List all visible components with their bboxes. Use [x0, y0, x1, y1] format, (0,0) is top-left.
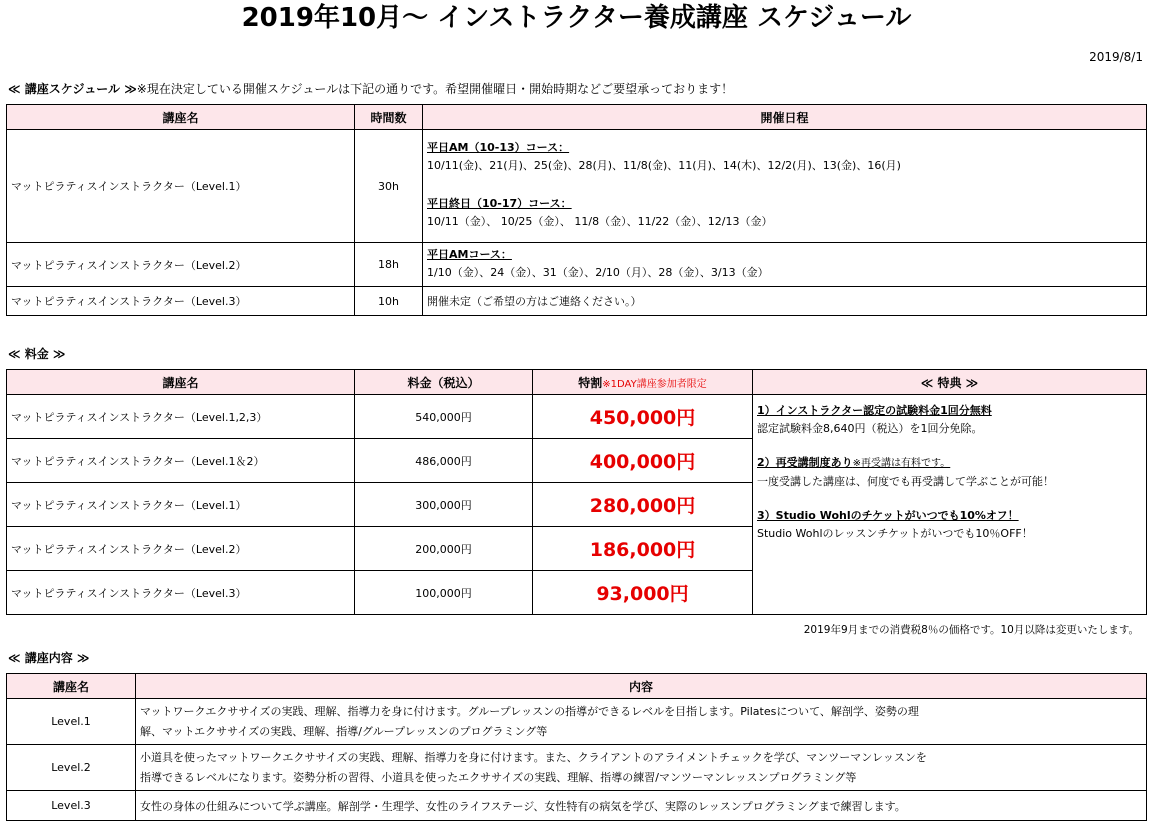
fees-row-price: 486,000円: [355, 439, 533, 483]
schedule-table: [6, 104, 1147, 316]
fees-header-benefits: ≪ 特典 ≫: [753, 370, 1147, 395]
course-dates: 10/11（金）、 10/25（金）、 11/8（金）、11/22（金）、12/13（金）: [427, 215, 773, 228]
fees-row-price: 200,000円: [355, 527, 533, 571]
schedule-header-row: [7, 105, 1147, 130]
fees-header-special: [533, 370, 753, 395]
course-title: 平日AMコース：: [427, 247, 512, 261]
content-line: 指導できるレベルになります。姿勢分析の習得、小道具を使ったエクササイズの実践、理解、指導の練習/マンツーマンレッスンプログラミング等: [140, 770, 857, 784]
schedule-section-note: ※現在決定している開催スケジュールは下記の通りです。希望開催曜日・開始時期などご要望承っております！: [136, 82, 734, 96]
schedule-section-label: [8, 80, 733, 97]
content-row: [7, 791, 1147, 821]
schedule-header-hours: 時間数: [355, 105, 423, 130]
fees-row-special: 400,000円: [533, 439, 753, 483]
schedule-row-level3: [7, 287, 1147, 316]
schedule-row-hours: 10h: [355, 287, 423, 316]
fees-header-row: [7, 370, 1147, 395]
fees-row-price: 540,000円: [355, 395, 533, 439]
benefit-3-title: 3）Studio Wohlのチケットがいつでも10%オフ！: [757, 509, 1019, 522]
content-section-label: ≪ 講座内容 ≫: [8, 651, 90, 665]
document-date: 2019/8/1: [1089, 50, 1143, 64]
course-title: 平日終日（10-17）コース：: [427, 197, 572, 210]
content-row-name: Level.2: [7, 745, 136, 791]
benefit-1-text: 認定試験料金8,640円（税込）を1回分免除。: [757, 422, 983, 435]
content-table: [6, 673, 1147, 821]
fees-row: [7, 395, 1147, 439]
content-row-text: [136, 699, 1147, 745]
fees-header-special-note: ※1DAY講座参加者限定: [602, 378, 707, 390]
schedule-row-name: マットピラティスインストラクター（Level.2）: [7, 243, 355, 287]
schedule-header-name: 講座名: [7, 105, 355, 130]
content-line: 解、マットエクササイズの実践、理解、指導/グループレッスンのプログラミング等: [140, 724, 548, 738]
fees-row-special: 186,000円: [533, 527, 753, 571]
schedule-row-name: マットピラティスインストラクター（Level.1）: [7, 130, 355, 243]
fees-row-price: 300,000円: [355, 483, 533, 527]
schedule-row-dates: [423, 130, 1147, 243]
benefit-2-title: [757, 455, 1142, 472]
fees-row-special: 93,000円: [533, 571, 753, 615]
course-dates: 1/10（金）、24（金）、31（金）、2/10（月）、28（金）、3/13（金）: [427, 265, 769, 279]
content-line: マットワークエクササイズの実践、理解、指導力を身に付けます。グループレッスンの指導ができるレベルを目指します。Pilatesについて、解剖学、姿勢の理: [140, 704, 919, 718]
course-dates: 10/11(金)、21(月)、25(金)、28(月)、11/8(金)、11(月)、14(木)、12/2(月)、13(金)、16(月): [427, 159, 901, 172]
fees-section-label: ≪ 料金 ≫: [8, 347, 66, 361]
fees-header-price: 料金（税込）: [355, 370, 533, 395]
schedule-header-dates: 開催日程: [423, 105, 1147, 130]
fees-row-name: マットピラティスインストラクター（Level.3）: [7, 571, 355, 615]
content-row-name: Level.3: [7, 791, 136, 821]
course-title: 平日AM（10-13）コース：: [427, 141, 570, 154]
content-row-text: [136, 745, 1147, 791]
benefit-2-text: 一度受講した講座は、何度でも再受講して学ぶことが可能！: [757, 475, 1054, 488]
content-line: 小道具を使ったマットワークエクササイズの実践、理解、指導力を身に付けます。また、クライアントのアライメントチェックを学び、マンツーマンレッスンを: [140, 750, 927, 764]
fees-row-special: 280,000円: [533, 483, 753, 527]
benefit-3-text: Studio Wohlのレッスンチケットがいつでも10％OFF！: [757, 527, 1033, 540]
content-header-name: 講座名: [7, 674, 136, 699]
content-header-content: 内容: [136, 674, 1147, 699]
content-row: [7, 745, 1147, 791]
fees-header-name: 講座名: [7, 370, 355, 395]
fees-header-special-label: 特割: [578, 375, 603, 390]
fees-row-name: マットピラティスインストラクター（Level.1,2,3）: [7, 395, 355, 439]
fees-row-name: マットピラティスインストラクター（Level.1）: [7, 483, 355, 527]
benefit-2-title-text: 2）再受講制度あり: [757, 456, 853, 469]
content-row: [7, 699, 1147, 745]
fees-footnote: 2019年9月までの消費税8％の価格です。10月以降は変更いたします。: [803, 624, 1139, 636]
fees-row-name: マットピラティスインストラクター（Level.1＆2）: [7, 439, 355, 483]
fees-row-special: 450,000円: [533, 395, 753, 439]
benefit-1-title: 1）インストラクター認定の試験料金1回分無料: [757, 404, 992, 417]
fees-row-name: マットピラティスインストラクター（Level.2）: [7, 527, 355, 571]
content-row-name: Level.1: [7, 699, 136, 745]
fees-table: [6, 369, 1147, 615]
schedule-row-level2: [7, 243, 1147, 287]
fees-row-price: 100,000円: [355, 571, 533, 615]
benefits-cell: [753, 395, 1147, 615]
page-title: 2019年10月～ インストラクター養成講座 スケジュール: [241, 3, 912, 33]
schedule-row-name: マットピラティスインストラクター（Level.3）: [7, 287, 355, 316]
schedule-row-hours: 30h: [355, 130, 423, 243]
schedule-section-title: ≪ 講座スケジュール ≫: [8, 82, 137, 96]
schedule-row-level1: [7, 130, 1147, 243]
benefit-2-note: ※再受講は有料です。: [852, 458, 951, 469]
schedule-row-dates: [423, 243, 1147, 287]
schedule-row-dates: 開催未定（ご希望の方はご連絡ください。）: [423, 287, 1147, 316]
schedule-row-hours: 18h: [355, 243, 423, 287]
content-header-row: [7, 674, 1147, 699]
content-row-text: 女性の身体の仕組みについて学ぶ講座。解剖学・生理学、女性のライフステージ、女性特有の病気を学び、実際のレッスンプログラミングまで練習します。: [136, 791, 1147, 821]
